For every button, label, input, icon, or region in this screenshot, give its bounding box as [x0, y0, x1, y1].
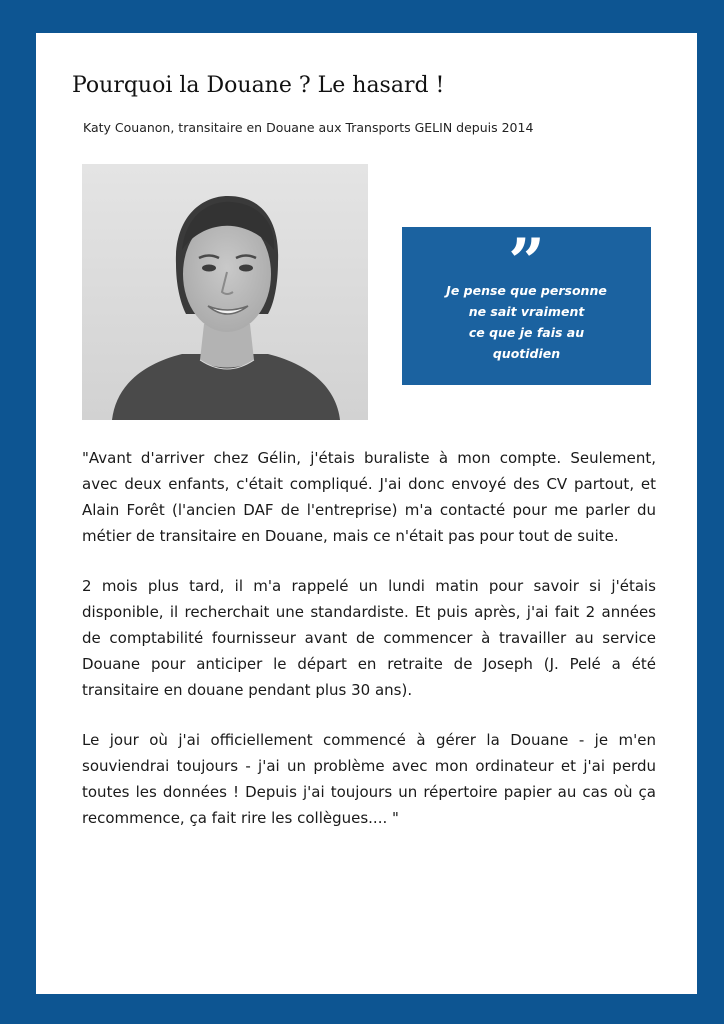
portrait-photo	[82, 164, 368, 420]
article-body	[82, 445, 656, 855]
article-title: Pourquoi la Douane ? Le hasard !	[72, 73, 445, 98]
body-paragraph: 2 mois plus tard, il m'a rappelé un lundi matin pour savoir si j'étais disponible, il recherchait une standardiste. Et puis après, j'ai fait 2 années de comptabilité fournisseur avant de commencer à travailler au service Douane pour anticiper le départ en retraite de Joseph (J. Pelé a été transitaire en douane pendant plus 30 ans).	[82, 577, 656, 699]
pull-quote-line: ce que je fais au	[468, 325, 585, 340]
document-page	[36, 33, 697, 994]
pull-quote-line: ne sait vraiment	[468, 304, 585, 319]
author-byline: Katy Couanon, transitaire en Douane aux Transports GELIN depuis 2014	[83, 120, 534, 135]
pull-quote-line: Je pense que personne	[446, 283, 607, 298]
pull-quote-line: quotidien	[492, 346, 561, 361]
pull-quote	[402, 227, 651, 385]
body-paragraph: "Avant d'arriver chez Gélin, j'étais buraliste à mon compte. Seulement, avec deux enfants, c'était compliqué. J'ai donc envoyé des CV partout, et Alain Forêt (l'ancien DAF de l'entreprise) m'a contacté pour me parler du métier de transitaire en Douane, mais ce n'était pas pour tout de suite.	[82, 449, 656, 545]
pull-quote-text	[412, 280, 641, 364]
body-paragraph: Le jour où j'ai officiellement commencé à gérer la Douane - je m'en souviendrai toujours - j'ai un problème avec mon ordinateur et j'ai perdu toutes les données ! Depuis j'ai toujours un répertoire papier au cas où ça recommence, ça fait rire les collègues.... "	[82, 731, 656, 827]
quote-icon: ”	[508, 225, 545, 300]
